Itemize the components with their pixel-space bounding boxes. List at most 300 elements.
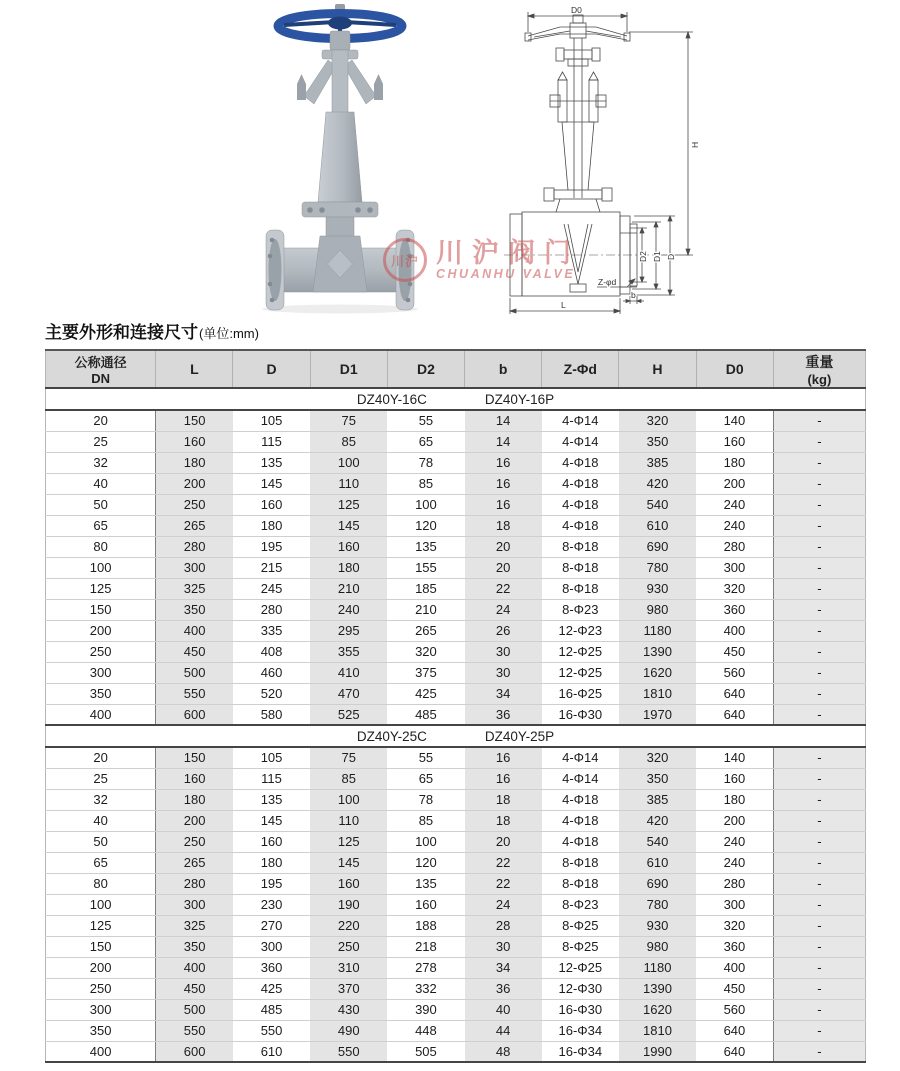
table-cell: 485: [387, 704, 464, 725]
table-cell: 4-Φ14: [542, 410, 619, 431]
table-cell: 1810: [619, 1020, 696, 1041]
table-cell: 470: [310, 683, 387, 704]
table-cell: 640: [696, 683, 773, 704]
table-cell: 550: [310, 1041, 387, 1062]
table-cell: -: [773, 873, 865, 894]
table-cell: 420: [619, 810, 696, 831]
table-cell: 540: [619, 494, 696, 515]
table-row: [46, 810, 866, 831]
table-row: [46, 957, 866, 978]
table-cell: 300: [156, 557, 233, 578]
table-cell: 320: [696, 915, 773, 936]
table-cell: 250: [310, 936, 387, 957]
table-cell: -: [773, 452, 865, 473]
table-cell: 80: [46, 873, 156, 894]
table-cell: 980: [619, 936, 696, 957]
table-cell: 360: [696, 599, 773, 620]
table-cell: 145: [310, 852, 387, 873]
table-cell: 230: [233, 894, 310, 915]
table-cell: 8-Φ18: [542, 536, 619, 557]
table-cell: 400: [46, 704, 156, 725]
table-cell: 20: [465, 831, 542, 852]
table-cell: 240: [696, 852, 773, 873]
table-cell: 780: [619, 557, 696, 578]
dim-label-zd: Z-φd: [598, 277, 617, 287]
table-cell: 350: [156, 599, 233, 620]
table-cell: 22: [465, 852, 542, 873]
table-cell: 505: [387, 1041, 464, 1062]
table-row: [46, 473, 866, 494]
table-cell: -: [773, 473, 865, 494]
table-cell: 14: [465, 410, 542, 431]
table-cell: 370: [310, 978, 387, 999]
table-cell: 390: [387, 999, 464, 1020]
table-cell: 145: [233, 473, 310, 494]
table-cell: 18: [465, 810, 542, 831]
table-cell: 36: [465, 978, 542, 999]
table-cell: 930: [619, 578, 696, 599]
table-cell: 490: [310, 1020, 387, 1041]
table-cell: 75: [310, 410, 387, 431]
table-cell: 4-Φ18: [542, 789, 619, 810]
table-cell: 40: [46, 473, 156, 494]
table-cell: 150: [156, 747, 233, 768]
table-cell: 135: [387, 873, 464, 894]
table-cell: -: [773, 410, 865, 431]
table-cell: 1390: [619, 641, 696, 662]
table-cell: 16-Φ34: [542, 1041, 619, 1062]
table-cell: 100: [46, 894, 156, 915]
table-cell: 28: [465, 915, 542, 936]
table-cell: 4-Φ18: [542, 810, 619, 831]
table-cell: 180: [310, 557, 387, 578]
table-cell: 310: [310, 957, 387, 978]
table-cell: 420: [619, 473, 696, 494]
table-cell: 135: [387, 536, 464, 557]
table-cell: 105: [233, 410, 310, 431]
table-cell: 22: [465, 873, 542, 894]
table-cell: 280: [156, 536, 233, 557]
table-cell: 300: [46, 999, 156, 1020]
table-cell: 188: [387, 915, 464, 936]
dimensions-table: [45, 349, 866, 1063]
table-cell: 8-Φ23: [542, 599, 619, 620]
table-cell: 8-Φ18: [542, 557, 619, 578]
table-cell: 30: [465, 936, 542, 957]
table-cell: 320: [619, 747, 696, 768]
table-cell: 430: [310, 999, 387, 1020]
table-cell: 12-Φ25: [542, 957, 619, 978]
table-cell: 8-Φ25: [542, 915, 619, 936]
table-cell: -: [773, 431, 865, 452]
table-row: [46, 852, 866, 873]
table-cell: 1970: [619, 704, 696, 725]
table-cell: 218: [387, 936, 464, 957]
table-cell: 16-Φ25: [542, 683, 619, 704]
table-cell: 30: [465, 662, 542, 683]
table-wrap: [45, 349, 900, 1063]
table-cell: -: [773, 894, 865, 915]
page-title: 主要外形和连接尺寸: [45, 323, 198, 342]
table-cell: 16-Φ30: [542, 999, 619, 1020]
table-cell: 25: [46, 768, 156, 789]
table-row: [46, 873, 866, 894]
table-body: [46, 388, 866, 1062]
table-cell: 115: [233, 768, 310, 789]
column-header: Z-Φd: [542, 350, 619, 388]
table-cell: 200: [696, 473, 773, 494]
table-cell: 30: [465, 641, 542, 662]
table-cell: 245: [233, 578, 310, 599]
table-cell: 295: [310, 620, 387, 641]
model-label: DZ40Y-16P: [484, 391, 555, 407]
table-cell: 550: [156, 683, 233, 704]
table-row: [46, 494, 866, 515]
table-cell: 215: [233, 557, 310, 578]
dim-label-d: D: [666, 253, 676, 260]
table-cell: 110: [310, 473, 387, 494]
table-cell: -: [773, 494, 865, 515]
table-cell: 520: [233, 683, 310, 704]
table-cell: 12-Φ25: [542, 641, 619, 662]
table-cell: -: [773, 936, 865, 957]
table-row: [46, 431, 866, 452]
table-cell: 25: [46, 431, 156, 452]
table-cell: -: [773, 1020, 865, 1041]
table-cell: 200: [46, 957, 156, 978]
table-cell: 425: [387, 683, 464, 704]
table-cell: 610: [619, 515, 696, 536]
table-cell: 160: [310, 873, 387, 894]
table-row: [46, 747, 866, 768]
table-row: [46, 410, 866, 431]
table-cell: 125: [310, 494, 387, 515]
table-cell: 200: [156, 810, 233, 831]
table-cell: 1390: [619, 978, 696, 999]
table-cell: 4-Φ14: [542, 747, 619, 768]
table-cell: 210: [310, 578, 387, 599]
table-cell: 40: [46, 810, 156, 831]
table-row: [46, 578, 866, 599]
table-cell: 32: [46, 789, 156, 810]
table-cell: 580: [233, 704, 310, 725]
table-row: [46, 1020, 866, 1041]
table-cell: 80: [46, 536, 156, 557]
table-cell: 320: [696, 578, 773, 599]
table-cell: 250: [46, 978, 156, 999]
table-cell: 4-Φ18: [542, 473, 619, 494]
table-cell: 180: [233, 852, 310, 873]
table-cell: 34: [465, 957, 542, 978]
table-cell: 4-Φ18: [542, 494, 619, 515]
dim-label-h: H: [690, 141, 700, 148]
table-cell: 360: [233, 957, 310, 978]
table-cell: 75: [310, 747, 387, 768]
table-cell: 160: [696, 768, 773, 789]
table-cell: 125: [46, 578, 156, 599]
table-cell: 120: [387, 515, 464, 536]
table-cell: 160: [156, 431, 233, 452]
table-cell: 560: [696, 999, 773, 1020]
table-cell: 85: [310, 768, 387, 789]
table-cell: 55: [387, 410, 464, 431]
table-cell: 100: [310, 789, 387, 810]
table-cell: 50: [46, 831, 156, 852]
table-cell: 690: [619, 873, 696, 894]
table-cell: 1180: [619, 957, 696, 978]
table-cell: 12-Φ23: [542, 620, 619, 641]
table-cell: 300: [46, 662, 156, 683]
table-row: [46, 662, 866, 683]
table-cell: -: [773, 768, 865, 789]
table-cell: 180: [156, 452, 233, 473]
table-cell: 26: [465, 620, 542, 641]
table-cell: 195: [233, 873, 310, 894]
table-cell: 20: [465, 557, 542, 578]
table-cell: 450: [156, 641, 233, 662]
table-cell: 240: [310, 599, 387, 620]
table-cell: 400: [156, 620, 233, 641]
table-cell: 485: [233, 999, 310, 1020]
table-cell: 350: [156, 936, 233, 957]
table-row: [46, 936, 866, 957]
table-row: [46, 831, 866, 852]
dim-label-d1: D1: [652, 251, 662, 262]
table-cell: 600: [156, 704, 233, 725]
table-row: [46, 620, 866, 641]
table-cell: 22: [465, 578, 542, 599]
table-cell: 385: [619, 452, 696, 473]
table-cell: -: [773, 662, 865, 683]
table-cell: 85: [387, 473, 464, 494]
table-cell: 540: [619, 831, 696, 852]
table-cell: 24: [465, 894, 542, 915]
table-cell: 85: [310, 431, 387, 452]
table-cell: 930: [619, 915, 696, 936]
table-cell: 325: [156, 578, 233, 599]
table-cell: -: [773, 620, 865, 641]
table-cell: 8-Φ25: [542, 936, 619, 957]
table-cell: 180: [696, 452, 773, 473]
table-row: [46, 978, 866, 999]
table-cell: 400: [46, 1041, 156, 1062]
table-cell: -: [773, 536, 865, 557]
unit-label: (单位:mm): [199, 326, 259, 341]
table-cell: 320: [619, 410, 696, 431]
table-cell: 16: [465, 473, 542, 494]
table-cell: -: [773, 999, 865, 1020]
dim-label-d2: D2: [638, 251, 648, 262]
table-cell: 210: [387, 599, 464, 620]
table-cell: 265: [156, 515, 233, 536]
watermark-text-en: CHUANHU VALVE: [436, 267, 576, 282]
table-row: [46, 704, 866, 725]
column-header: 重量 (kg): [773, 350, 865, 388]
column-header: D: [233, 350, 310, 388]
table-cell: 780: [619, 894, 696, 915]
table-cell: 55: [387, 747, 464, 768]
model-section-row: [46, 725, 866, 747]
table-cell: 1620: [619, 999, 696, 1020]
model-section-row: [46, 388, 866, 410]
table-cell: 350: [46, 1020, 156, 1041]
table-row: [46, 915, 866, 936]
table-cell: 385: [619, 789, 696, 810]
table-cell: 400: [696, 957, 773, 978]
table-row: [46, 452, 866, 473]
table-cell: 4-Φ18: [542, 515, 619, 536]
table-cell: 410: [310, 662, 387, 683]
table-cell: 50: [46, 494, 156, 515]
table-row: [46, 999, 866, 1020]
table-cell: 640: [696, 1041, 773, 1062]
table-cell: 600: [156, 1041, 233, 1062]
table-cell: -: [773, 810, 865, 831]
table-cell: 450: [156, 978, 233, 999]
table-cell: 120: [387, 852, 464, 873]
table-cell: 150: [46, 936, 156, 957]
table-cell: 1810: [619, 683, 696, 704]
table-row: [46, 599, 866, 620]
table-cell: 355: [310, 641, 387, 662]
table-cell: 8-Φ23: [542, 894, 619, 915]
table-cell: 32: [46, 452, 156, 473]
table-cell: 135: [233, 452, 310, 473]
table-cell: 4-Φ14: [542, 431, 619, 452]
table-cell: 12-Φ25: [542, 662, 619, 683]
table-cell: 525: [310, 704, 387, 725]
table-cell: 160: [696, 431, 773, 452]
table-cell: 300: [696, 894, 773, 915]
table-cell: 270: [233, 915, 310, 936]
table-cell: 85: [387, 810, 464, 831]
table-row: [46, 894, 866, 915]
table-row: [46, 768, 866, 789]
table-cell: -: [773, 683, 865, 704]
table-cell: 610: [619, 852, 696, 873]
table-cell: 550: [233, 1020, 310, 1041]
table-cell: 300: [696, 557, 773, 578]
table-cell: 240: [696, 515, 773, 536]
table-cell: 335: [233, 620, 310, 641]
column-header: D2: [387, 350, 464, 388]
table-cell: 610: [233, 1041, 310, 1062]
table-cell: 14: [465, 431, 542, 452]
table-cell: 450: [696, 641, 773, 662]
table-cell: 4-Φ18: [542, 831, 619, 852]
table-row: [46, 515, 866, 536]
table-cell: 265: [387, 620, 464, 641]
table-cell: 65: [46, 852, 156, 873]
table-cell: 125: [46, 915, 156, 936]
table-cell: 8-Φ18: [542, 578, 619, 599]
table-cell: 375: [387, 662, 464, 683]
table-cell: -: [773, 915, 865, 936]
table-cell: 200: [46, 620, 156, 641]
table-cell: 160: [233, 494, 310, 515]
table-cell: 48: [465, 1041, 542, 1062]
table-row: [46, 683, 866, 704]
table-cell: 160: [387, 894, 464, 915]
table-cell: 8-Φ18: [542, 873, 619, 894]
table-cell: -: [773, 641, 865, 662]
table-cell: 8-Φ18: [542, 852, 619, 873]
table-cell: 220: [310, 915, 387, 936]
table-cell: -: [773, 978, 865, 999]
table-cell: -: [773, 957, 865, 978]
table-cell: 135: [233, 789, 310, 810]
table-cell: -: [773, 747, 865, 768]
table-cell: 65: [46, 515, 156, 536]
table-cell: 140: [696, 410, 773, 431]
table-cell: 16-Φ30: [542, 704, 619, 725]
table-cell: 145: [233, 810, 310, 831]
table-cell: 450: [696, 978, 773, 999]
table-cell: 560: [696, 662, 773, 683]
table-cell: -: [773, 1041, 865, 1062]
column-header: 公称通径 DN: [46, 350, 156, 388]
table-cell: 100: [387, 494, 464, 515]
table-row: [46, 789, 866, 810]
table-cell: 1990: [619, 1041, 696, 1062]
table-cell: 640: [696, 704, 773, 725]
watermark-text-cn: 川沪阀门: [436, 237, 580, 268]
table-cell: 145: [310, 515, 387, 536]
header-row: [46, 350, 866, 388]
table-cell: 280: [156, 873, 233, 894]
table-cell: 350: [619, 768, 696, 789]
column-header: H: [619, 350, 696, 388]
section-title-row: [45, 318, 900, 343]
table-cell: 265: [156, 852, 233, 873]
table-cell: 16: [465, 494, 542, 515]
table-cell: 155: [387, 557, 464, 578]
table-cell: -: [773, 557, 865, 578]
table-cell: 150: [46, 599, 156, 620]
dim-label-b: b: [631, 290, 636, 300]
table-cell: 180: [696, 789, 773, 810]
table-cell: -: [773, 515, 865, 536]
column-header: b: [465, 350, 542, 388]
table-cell: 1620: [619, 662, 696, 683]
table-cell: 280: [696, 536, 773, 557]
model-label: DZ40Y-25C: [356, 728, 427, 744]
table-cell: 12-Φ30: [542, 978, 619, 999]
table-cell: 18: [465, 789, 542, 810]
table-cell: 4-Φ18: [542, 452, 619, 473]
table-cell: -: [773, 599, 865, 620]
table-cell: 250: [46, 641, 156, 662]
table-cell: 195: [233, 536, 310, 557]
column-header: L: [156, 350, 233, 388]
table-cell: 110: [310, 810, 387, 831]
table-cell: 16-Φ34: [542, 1020, 619, 1041]
dim-label-l: L: [561, 300, 566, 310]
column-header: D1: [310, 350, 387, 388]
table-cell: 78: [387, 452, 464, 473]
table-cell: 408: [233, 641, 310, 662]
table-cell: 332: [387, 978, 464, 999]
table-cell: 65: [387, 431, 464, 452]
table-cell: 185: [387, 578, 464, 599]
table-cell: 400: [696, 620, 773, 641]
table-cell: 150: [156, 410, 233, 431]
table-cell: 550: [156, 1020, 233, 1041]
table-cell: 1180: [619, 620, 696, 641]
table-cell: 180: [233, 515, 310, 536]
table-cell: -: [773, 831, 865, 852]
table-cell: 16: [465, 747, 542, 768]
